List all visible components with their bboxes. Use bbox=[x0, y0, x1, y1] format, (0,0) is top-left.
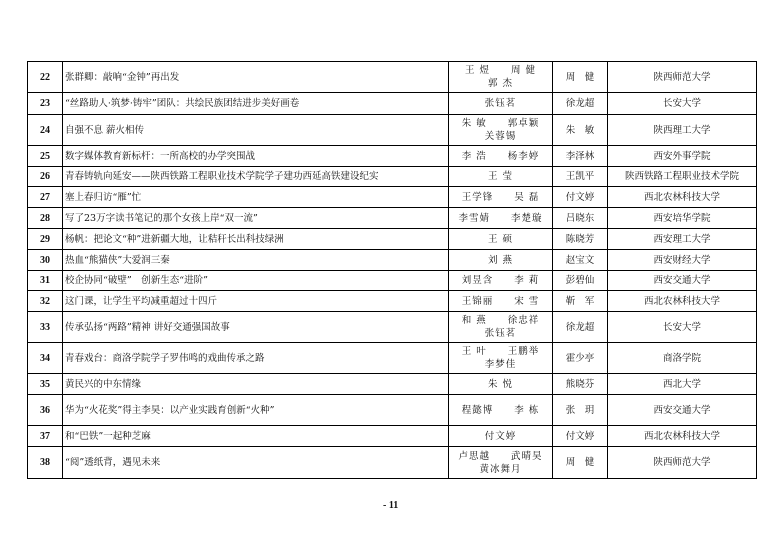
author-line: 王锦丽 宋 雪 bbox=[461, 295, 540, 307]
authors-cell bbox=[449, 447, 553, 479]
table-row bbox=[28, 312, 757, 343]
author-line: 朱 悦 bbox=[487, 378, 514, 390]
authors-cell bbox=[449, 146, 553, 167]
table-row bbox=[28, 291, 757, 312]
author-line: 和 燕 徐忠祥 bbox=[461, 315, 540, 326]
row-number: 36 bbox=[28, 395, 63, 426]
school-name: 陕西理工大学 bbox=[608, 115, 757, 146]
editor-name: 彭碧仙 bbox=[553, 271, 608, 291]
row-number: 38 bbox=[28, 447, 63, 479]
table-row bbox=[28, 426, 757, 447]
author-line: 李梦佳 bbox=[484, 359, 517, 370]
editor-name: 霍少亭 bbox=[553, 343, 608, 374]
editor-name: 熊晓芬 bbox=[553, 374, 608, 395]
table-row bbox=[28, 208, 757, 229]
row-number: 28 bbox=[28, 208, 63, 229]
author-line: 卢思越 武晴昊 bbox=[458, 450, 543, 462]
awards-table bbox=[27, 61, 757, 479]
editor-name: 朱 敏 bbox=[553, 115, 608, 146]
row-number: 27 bbox=[28, 187, 63, 208]
editor-name: 吕晓东 bbox=[553, 208, 608, 229]
author-line: 王 硕 bbox=[487, 233, 514, 245]
authors-cell bbox=[449, 208, 553, 229]
author-line: 李 浩 杨李婷 bbox=[461, 150, 540, 162]
authors-cell bbox=[449, 343, 553, 374]
row-number: 22 bbox=[28, 62, 63, 93]
table-row bbox=[28, 250, 757, 271]
row-number: 31 bbox=[28, 271, 63, 291]
editor-name: 周 健 bbox=[553, 62, 608, 93]
editor-name: 徐龙超 bbox=[553, 93, 608, 115]
article-title: 写了23万字读书笔记的那个女孩上岸“双一流” bbox=[63, 208, 449, 229]
authors-cell bbox=[449, 374, 553, 395]
author-line: 张钰茗 bbox=[484, 98, 517, 109]
editor-name: 付文婷 bbox=[553, 187, 608, 208]
school-name: 西安理工大学 bbox=[608, 229, 757, 250]
school-name: 西北农林科技大学 bbox=[608, 291, 757, 312]
row-number: 25 bbox=[28, 146, 63, 167]
article-title: 传承弘扬“两路”精神 讲好交通强国故事 bbox=[63, 312, 449, 343]
table-row bbox=[28, 374, 757, 395]
author-line: 关蓉锡 bbox=[484, 131, 517, 142]
school-name: 商洛学院 bbox=[608, 343, 757, 374]
author-line: 刘 燕 bbox=[487, 254, 514, 266]
authors-cell bbox=[449, 167, 553, 187]
authors-cell bbox=[449, 62, 553, 93]
authors-cell bbox=[449, 271, 553, 291]
editor-name: 赵宝文 bbox=[553, 250, 608, 271]
school-name: 陕西师范大学 bbox=[608, 447, 757, 479]
authors-cell bbox=[449, 426, 553, 447]
table-row bbox=[28, 343, 757, 374]
article-title: 杨帆：把论文“种”进新疆大地，让秸秆长出科技绿洲 bbox=[63, 229, 449, 250]
editor-name: 张 玥 bbox=[553, 395, 608, 426]
editor-name: 周 健 bbox=[553, 447, 608, 479]
article-title: 华为“火花奖”得主李昊：以产业实践育创新“火种” bbox=[63, 395, 449, 426]
author-line: 王 叶 王鹏举 bbox=[461, 346, 540, 357]
school-name: 西安培华学院 bbox=[608, 208, 757, 229]
article-title: 张群卿：敲响“金钟”再出发 bbox=[63, 62, 449, 93]
school-name: 西安财经大学 bbox=[608, 250, 757, 271]
author-line: 程懿博 李 栋 bbox=[461, 404, 540, 416]
author-line: 郭 杰 bbox=[487, 78, 514, 89]
authors-cell bbox=[449, 395, 553, 426]
table-row bbox=[28, 187, 757, 208]
article-title: 数字媒体教育新标杆：一所高校的办学突围战 bbox=[63, 146, 449, 167]
article-title: 黄民兴的中东情缘 bbox=[63, 374, 449, 395]
editor-name: 徐龙超 bbox=[553, 312, 608, 343]
row-number: 37 bbox=[28, 426, 63, 447]
article-title: 这门课，让学生平均减重超过十四斤 bbox=[63, 291, 449, 312]
author-line: 刘昱含 李 莉 bbox=[461, 275, 540, 286]
table-row bbox=[28, 62, 757, 93]
row-number: 26 bbox=[28, 167, 63, 187]
authors-cell bbox=[449, 93, 553, 115]
school-name: 西安交通大学 bbox=[608, 271, 757, 291]
school-name: 陕西师范大学 bbox=[608, 62, 757, 93]
row-number: 29 bbox=[28, 229, 63, 250]
article-title: 青春铸轨向延安——陕西铁路工程职业技术学院学子建功西延高铁建设纪实 bbox=[63, 167, 449, 187]
author-line: 李雪婧 李楚璇 bbox=[458, 212, 543, 224]
table-row bbox=[28, 93, 757, 115]
table-row bbox=[28, 229, 757, 250]
author-line: 王 莹 bbox=[487, 171, 514, 182]
article-title: 热血“熊猫侠”大爱润三秦 bbox=[63, 250, 449, 271]
editor-name: 付文婷 bbox=[553, 426, 608, 447]
row-number: 34 bbox=[28, 343, 63, 374]
author-line: 王学锋 吴 磊 bbox=[461, 191, 540, 203]
editor-name: 王凯平 bbox=[553, 167, 608, 187]
authors-cell bbox=[449, 291, 553, 312]
row-number: 24 bbox=[28, 115, 63, 146]
article-title: 和“巴铁”一起种芝麻 bbox=[63, 426, 449, 447]
row-number: 35 bbox=[28, 374, 63, 395]
article-title: 自强不息 薪火相传 bbox=[63, 115, 449, 146]
author-line: 王 煜 周 健 bbox=[464, 65, 537, 76]
article-title: “丝路助人·筑梦·铸牢”团队：共绘民族团结进步美好画卷 bbox=[63, 93, 449, 115]
author-line: 朱 敏 郭卓颖 bbox=[461, 118, 540, 129]
authors-cell bbox=[449, 115, 553, 146]
school-name: 陕西铁路工程职业技术学院 bbox=[608, 167, 757, 187]
school-name: 西安外事学院 bbox=[608, 146, 757, 167]
authors-cell bbox=[449, 250, 553, 271]
editor-name: 李泽林 bbox=[553, 146, 608, 167]
table-row bbox=[28, 447, 757, 479]
table-row bbox=[28, 271, 757, 291]
page-number: - 11 bbox=[383, 500, 399, 511]
table-row bbox=[28, 167, 757, 187]
row-number: 30 bbox=[28, 250, 63, 271]
school-name: 长安大学 bbox=[608, 312, 757, 343]
author-line: 张钰茗 bbox=[484, 328, 517, 339]
school-name: 长安大学 bbox=[608, 93, 757, 115]
table-row bbox=[28, 146, 757, 167]
author-line: 黄冰舞月 bbox=[479, 463, 522, 475]
author-line: 付文婷 bbox=[484, 430, 517, 442]
table-row bbox=[28, 115, 757, 146]
authors-cell bbox=[449, 229, 553, 250]
school-name: 西北大学 bbox=[608, 374, 757, 395]
table-row bbox=[28, 395, 757, 426]
article-title: “阅”透纸背，遇见未来 bbox=[63, 447, 449, 479]
editor-name: 靳 军 bbox=[553, 291, 608, 312]
row-number: 23 bbox=[28, 93, 63, 115]
authors-cell bbox=[449, 187, 553, 208]
article-title: 校企协同“破壁” 创新生态“进阶” bbox=[63, 271, 449, 291]
article-title: 塞上春归访“雁”忙 bbox=[63, 187, 449, 208]
row-number: 32 bbox=[28, 291, 63, 312]
editor-name: 陈晓芳 bbox=[553, 229, 608, 250]
school-name: 西北农林科技大学 bbox=[608, 426, 757, 447]
authors-cell bbox=[449, 312, 553, 343]
school-name: 西安交通大学 bbox=[608, 395, 757, 426]
article-title: 青春戏台：商洛学院学子罗伟鸣的戏曲传承之路 bbox=[63, 343, 449, 374]
row-number: 33 bbox=[28, 312, 63, 343]
table-body bbox=[28, 62, 757, 479]
school-name: 西北农林科技大学 bbox=[608, 187, 757, 208]
